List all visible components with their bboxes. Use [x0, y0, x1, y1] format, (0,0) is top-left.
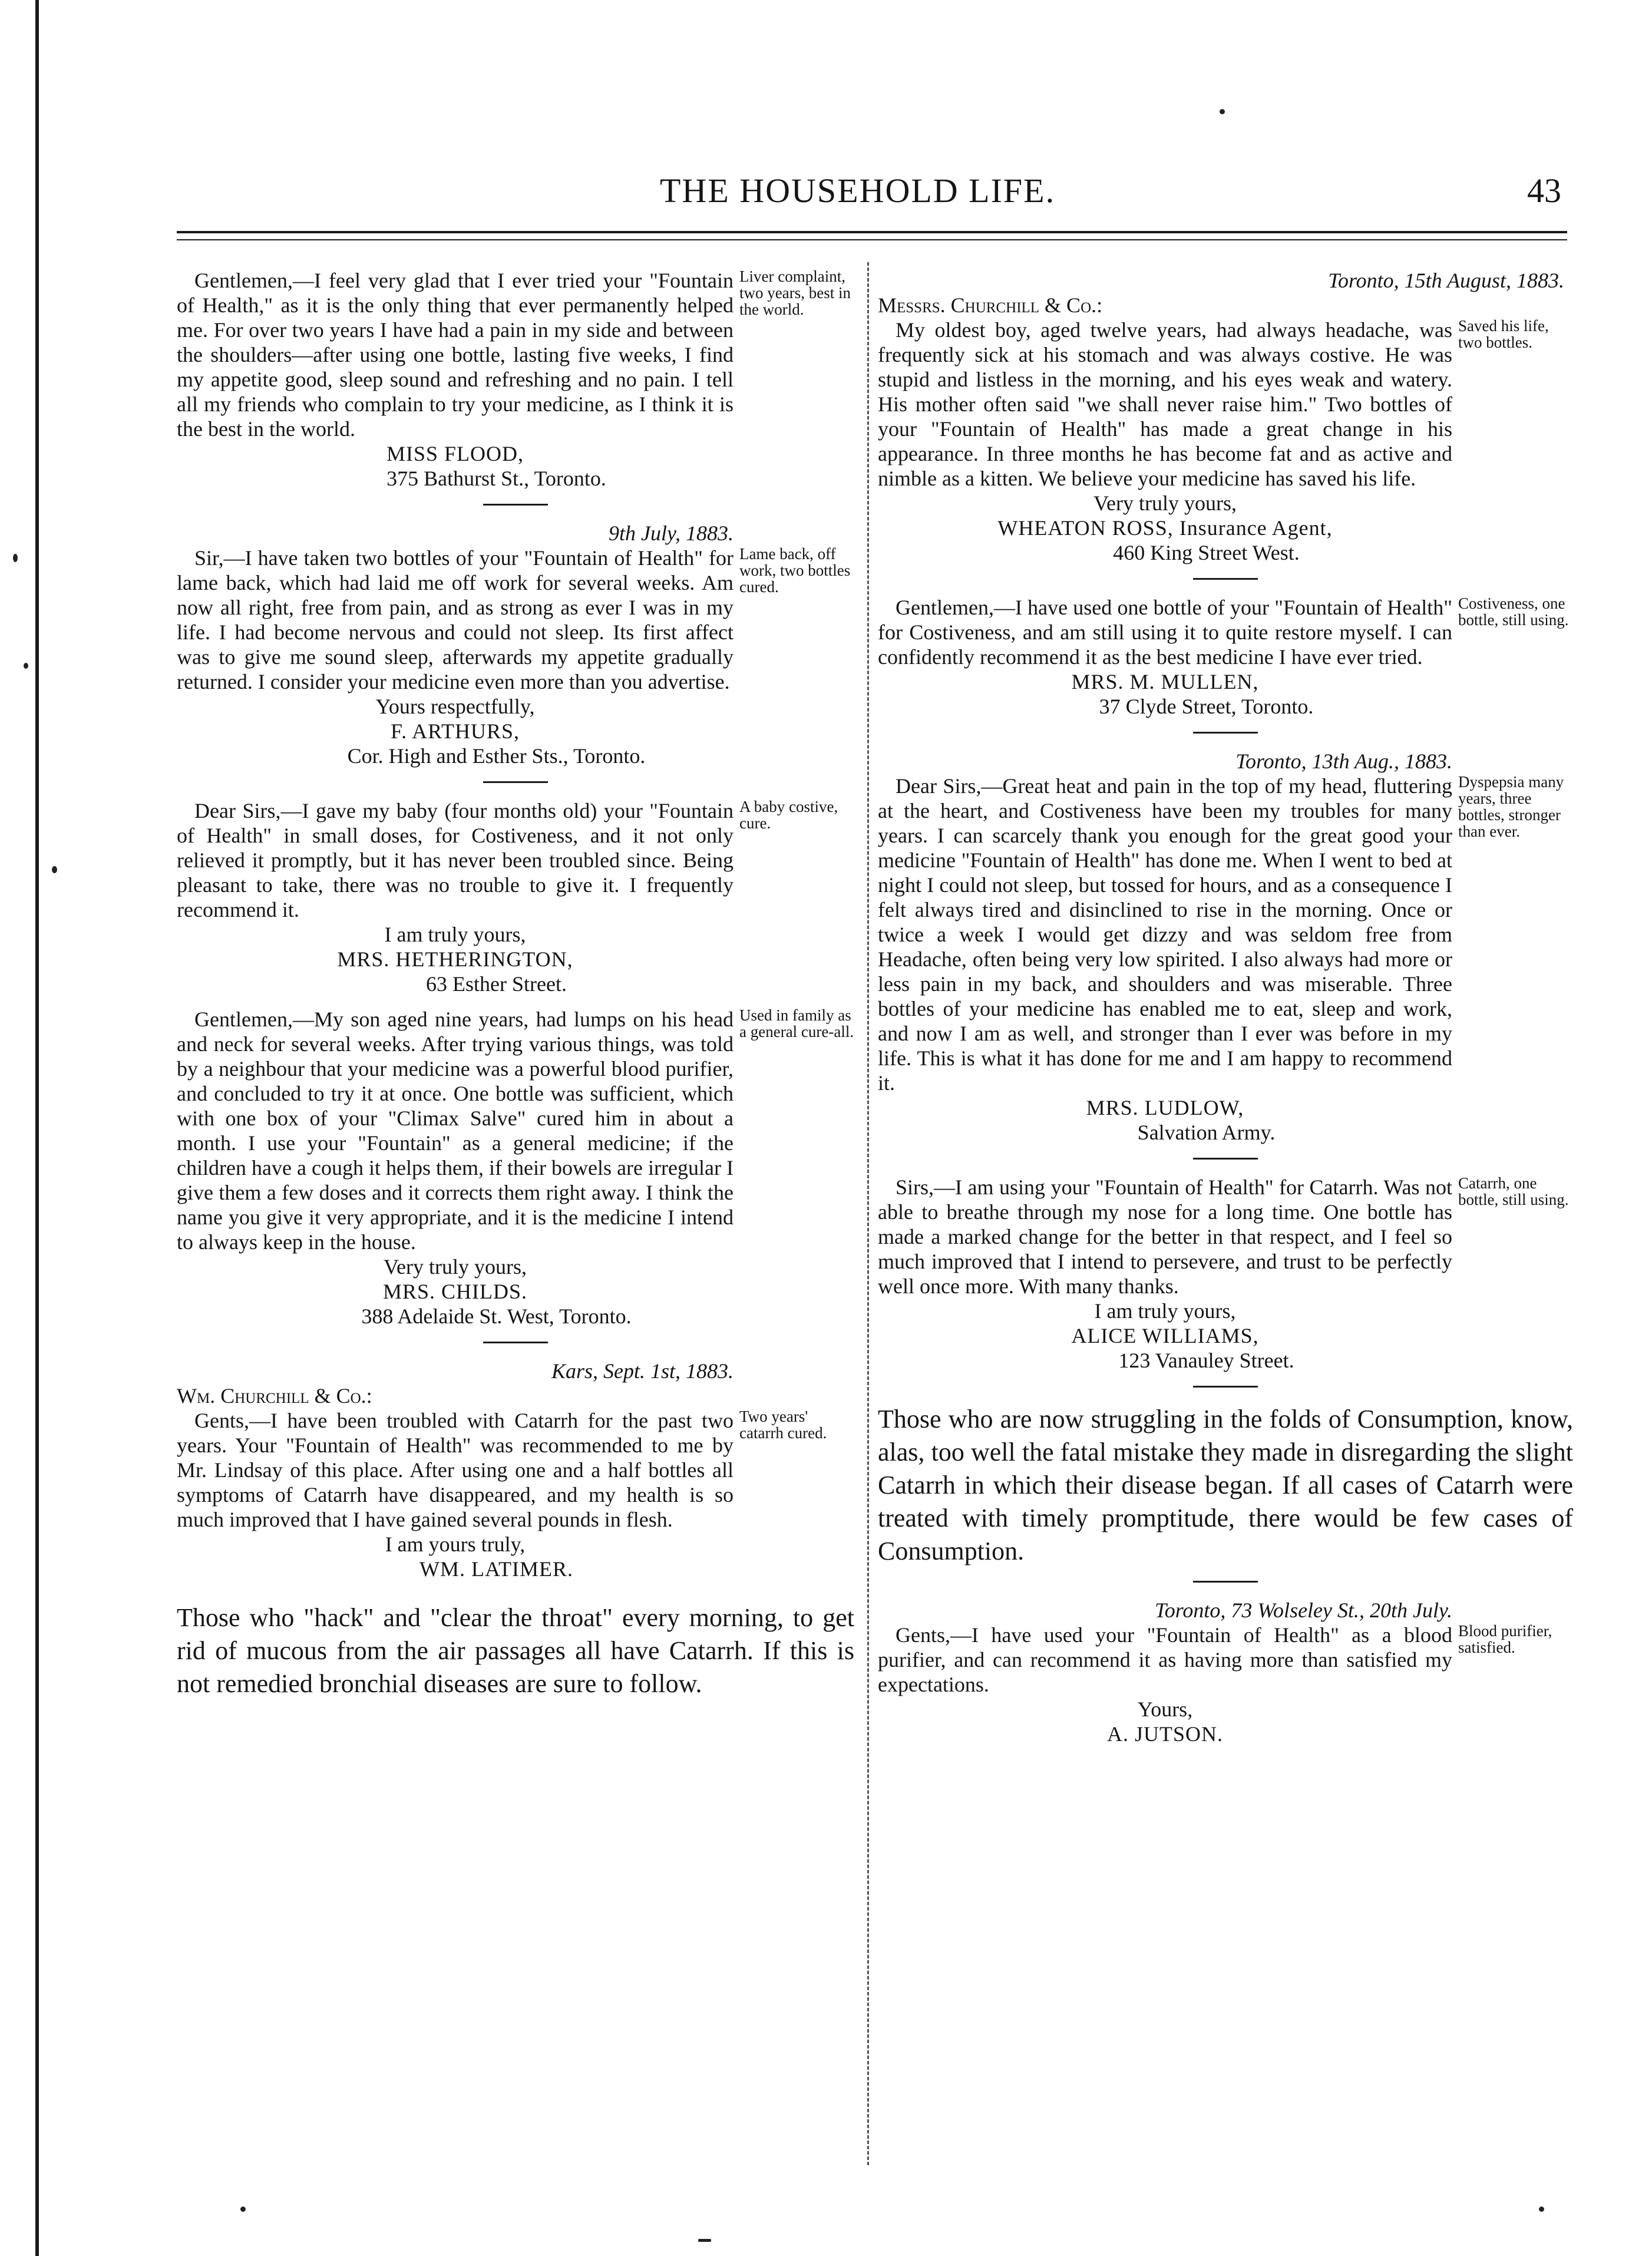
- marginal-note: A baby costive, cure.: [739, 798, 838, 832]
- testimonial-letter: [177, 521, 854, 768]
- ink-speck: [1539, 2207, 1544, 2212]
- letter-closing: Very truly yours,: [384, 1255, 527, 1279]
- testimonial-letter: [878, 1598, 1573, 1746]
- letter-dateline: Kars, Sept. 1st, 1883.: [551, 1359, 734, 1383]
- letter-signature: ALICE WILLIAMS,: [1071, 1324, 1259, 1347]
- letter-address: 37 Clyde Street, Toronto.: [1099, 695, 1314, 718]
- letter-body: Sirs,—I am using your "Fountain of Health" for Catarrh. Was not able to breathe through my nose for a long time. One bottle has made a marked change for the better in that respect, and I feel so much improved that I intend to persevere, and trust to be perfectly well once more. With many thanks.: [878, 1175, 1452, 1298]
- testimonial-letter: [177, 268, 854, 491]
- separator-rule: [483, 504, 548, 506]
- left-column: [177, 268, 854, 1700]
- testimonial-letter: [177, 1007, 854, 1329]
- letter-body: Gentlemen,—My son aged nine years, had lumps on his head and neck for several weeks. After trying various things, was told by a neighbour that your medicine was a powerful blood purifier, and concluded to try it at once. One bottle was sufficient, which with one box of your "Climax Salve" cured him in about a month. I use your "Fountain" as a general medicine; if the children have a cough it helps them, if their bowels are irregular I give them a few doses and it corrects them right away. I think the name you give it very appropriate, and it is the medicine I intend to always keep in the house.: [177, 1008, 734, 1254]
- marginal-note: Blood purifier, satisfied.: [1458, 1622, 1552, 1656]
- testimonial-letter: [878, 268, 1573, 565]
- marginal-note: Two years' catarrh cured.: [739, 1408, 827, 1442]
- testimonial-letter: [878, 749, 1573, 1145]
- letter-closing: I am yours truly,: [385, 1532, 526, 1556]
- ink-speck: [240, 2207, 246, 2212]
- separator-rule: [1193, 732, 1258, 734]
- letter-body: Sir,—I have taken two bottles of your "Fountain of Health" for lame back, which had laid me off work for several weeks. Am now all right, free from pain, and as strong as ever I was in my life. I had become nervous and could not sleep. Its first affect was to give me sound sleep, afterwards my appetite gradually returned. I consider your medicine even more than you advertise.: [177, 546, 734, 693]
- letter-address: Cor. High and Esther Sts., Toronto.: [347, 744, 646, 768]
- letter-closing: I am truly yours,: [384, 923, 526, 946]
- letter-signature: F. ARTHURS,: [390, 719, 520, 743]
- letter-closing: I am truly yours,: [1094, 1299, 1236, 1323]
- letter-dateline: Toronto, 13th Aug., 1883.: [1235, 749, 1452, 773]
- marginal-note: Dyspepsia many years, three bottles, stronger than ever.: [1458, 773, 1564, 840]
- letter-signature: MRS. CHILDS.: [382, 1280, 528, 1303]
- letter-body: Gents,—I have been troubled with Catarrh for the past two years. Your "Fountain of Health" was recommended to me by Mr. Lindsay of this place. After using one and a half bottles all symptoms of Catarrh have disappeared, and my health is so much improved that I have gained several pounds in flesh.: [177, 1409, 734, 1531]
- marginal-note: Lame back, off work, two bottles cured.: [739, 545, 851, 596]
- letter-address: 388 Adelaide St. West, Toronto.: [361, 1304, 632, 1328]
- ink-speck: [698, 2239, 711, 2242]
- marginal-note: Used in family as a general cure-all.: [739, 1006, 854, 1041]
- testimonial-letter: [878, 595, 1573, 719]
- ink-speck: [13, 554, 18, 562]
- right-column: [878, 268, 1573, 1752]
- letter-body: Dear Sirs,—I gave my baby (four months old) your "Fountain of Health" in small doses, for Costiveness, and it not only relieved it promptly, but it has never been troubled since. Being pleasant to take, there was no trouble to give it. I frequently recommend it.: [177, 799, 734, 921]
- marginal-note: Saved his life, two bottles.: [1458, 317, 1549, 351]
- letter-dateline: 9th July, 1883.: [609, 521, 734, 545]
- header-rule-thin: [177, 239, 1567, 240]
- letter-signature: MRS. LUDLOW,: [1086, 1096, 1244, 1119]
- ink-speck: [52, 866, 57, 873]
- letter-closing: Yours respectfully,: [375, 695, 535, 718]
- editorial-paragraph: Those who are now struggling in the folds of Consumption, know, alas, too well the fatal mistake they made in disregarding the slight Catarrh in which their disease began. If all cases of Catarrh were treated with timely promptitude, there would be few cases of Consumption.: [878, 1405, 1573, 1565]
- letter-body: Dear Sirs,—Great heat and pain in the top of my head, fluttering at the heart, and Costiveness have been my troubles for many years. I can scarcely thank you enough for the great good your medicine "Fountain of Health" has done me. When I went to bed at night I could not sleep, but tossed for hours, and as a consequence I felt always tired and disinclined to rise in the morning. Once or twice a week I would get dizzy and was seldom free from Headache, often being very low spirited. I also always had more or less pain in my back, and shoulders and was miserable. Three bottles of your medicine has enabled me to eat, sleep and work, and now I am as well, and stronger than I ever was before in my life. This is what it has done for me and I am happy to recommend it.: [878, 774, 1452, 1095]
- separator-rule: [1193, 1386, 1258, 1388]
- separator-rule: [1193, 1581, 1258, 1583]
- letter-address: 375 Bathurst St., Toronto.: [386, 467, 606, 490]
- running-head: THE HOUSEHOLD LIFE.: [660, 171, 1056, 210]
- ink-speck: [24, 663, 28, 669]
- marginal-note: Liver complaint, two years, best in the world.: [739, 267, 851, 318]
- letter-signature: MISS FLOOD,: [386, 442, 524, 465]
- letter-address: 123 Vanauley Street.: [1118, 1349, 1294, 1372]
- testimonial-letter: [878, 1175, 1573, 1373]
- letter-dateline: Toronto, 73 Wolseley St., 20th July.: [1154, 1598, 1452, 1622]
- letter-signature: MRS. M. MULLEN,: [1071, 670, 1259, 693]
- ink-speck: [1220, 109, 1225, 114]
- letter-addressee: Wm. Churchill & Co.:: [177, 1384, 372, 1408]
- testimonial-letter: [177, 798, 854, 996]
- letter-address: Salvation Army.: [1137, 1121, 1276, 1144]
- letter-signature: A. JUTSON.: [1106, 1722, 1223, 1746]
- letter-body: Gents,—I have used your "Fountain of Health" as a blood purifier, and can recommend it as having more than satisfied my expectations.: [878, 1623, 1452, 1696]
- letter-closing: Yours,: [1137, 1697, 1193, 1721]
- column-divider: [867, 262, 869, 2165]
- testimonial-letter: [177, 1359, 854, 1581]
- marginal-note: Costiveness, one bottle, still using.: [1458, 594, 1569, 629]
- letter-signature: MRS. HETHERINGTON,: [337, 947, 573, 971]
- page-number: 43: [1527, 171, 1561, 210]
- letter-addressee: Messrs. Churchill & Co.:: [878, 293, 1103, 317]
- letter-address: 460 King Street West.: [1113, 541, 1300, 564]
- letter-closing: Very truly yours,: [1093, 491, 1237, 515]
- editorial-paragraph: Those who "hack" and "clear the throat" every morning, to get rid of mucous from the air passages all have Catarrh. If this is not remedied bronchial diseases are sure to follow.: [177, 1603, 854, 1698]
- binding-edge: [35, 0, 39, 2256]
- letter-body: Gentlemen,—I have used one bottle of your "Fountain of Health" for Costiveness, and am still using it to quite restore myself. I can confidently recommend it as the best medicine I have ever tried.: [878, 596, 1452, 669]
- letter-signature: WM. LATIMER.: [419, 1557, 573, 1581]
- separator-rule: [1193, 578, 1258, 580]
- letter-body: Gentlemen,—I feel very glad that I ever tried your "Fountain of Health," as it is the only thing that ever permanently helped me. For over two years I have had a pain in my side and between the shoulders—after using one bottle, lasting five weeks, I find my appetite good, sleep sound and refreshing and no pain. I tell all my friends who complain to try your medicine, as I think it is the best in the world.: [177, 269, 734, 441]
- letter-dateline: Toronto, 15th August, 1883.: [1328, 269, 1564, 292]
- separator-rule: [483, 1342, 548, 1343]
- separator-rule: [483, 781, 548, 783]
- letter-address: 63 Esther Street.: [426, 972, 567, 996]
- letter-body: My oldest boy, aged twelve years, had always headache, was frequently sick at his stomach and was always costive. He was stupid and listless in the morning, and his eyes weak and watery. His mother often said "we shall never raise him." Two bottles of your "Fountain of Health" has made a great change in his appearance. In three months he has become fat and as active and nimble as a kitten. We believe your medicine has saved his life.: [878, 318, 1452, 490]
- separator-rule: [1193, 1158, 1258, 1160]
- marginal-note: Catarrh, one bottle, still using.: [1458, 1174, 1569, 1208]
- letter-signature: WHEATON ROSS, Insurance Agent,: [997, 516, 1333, 540]
- page-header: [177, 171, 1567, 224]
- header-rule-thick: [177, 231, 1567, 233]
